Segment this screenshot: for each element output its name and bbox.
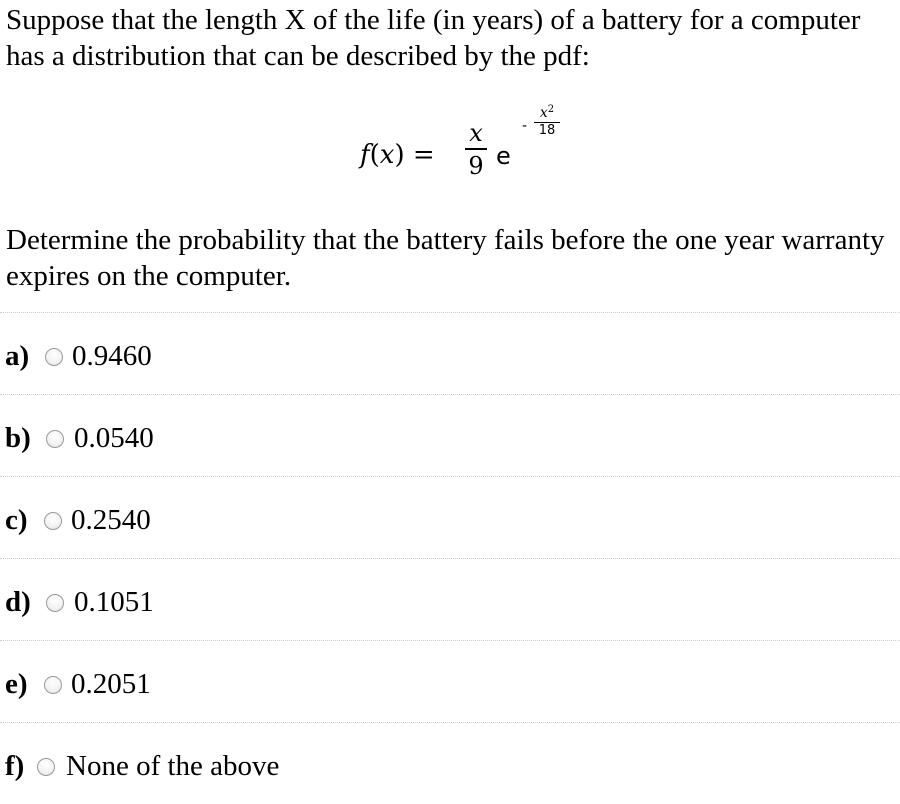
- option-a: [0, 312, 900, 394]
- formula-var: x: [379, 140, 395, 170]
- radio-button[interactable]: [46, 430, 64, 448]
- option-f: [0, 722, 900, 804]
- formula-func: f: [360, 140, 370, 170]
- option-letter: d): [5, 586, 31, 618]
- option-value: 0.9460: [72, 340, 152, 372]
- formula-fraction: [465, 120, 487, 180]
- option-value: 0.1051: [74, 586, 154, 618]
- exponent-var: x: [539, 105, 548, 121]
- radio-button[interactable]: [45, 348, 63, 366]
- exponent-sign: -: [522, 118, 528, 134]
- exponent-power: 2: [547, 104, 555, 115]
- exponent-numerator: [534, 102, 560, 121]
- exponent-denominator: 18: [538, 123, 556, 138]
- option-letter: f): [5, 750, 25, 782]
- formula-lhs: f(x) =: [360, 140, 435, 170]
- option-value: 0.2051: [71, 668, 151, 700]
- option-letter: c): [5, 504, 28, 536]
- option-letter: e): [5, 668, 28, 700]
- option-letter: a): [5, 340, 30, 372]
- option-c: [0, 476, 900, 558]
- radio-button[interactable]: [44, 512, 62, 530]
- option-value: None of the above: [66, 750, 280, 782]
- option-b: [0, 394, 900, 476]
- formula-base-e: e: [496, 142, 511, 170]
- exponent-fraction: [534, 102, 560, 138]
- prompt-text: Determine the probability that the battery fails before the one year warranty expires on the computer.: [6, 224, 885, 292]
- option-value: 0.2540: [71, 504, 151, 536]
- option-letter: b): [5, 422, 31, 454]
- option-e: [0, 640, 900, 722]
- formula-denominator: 9: [468, 151, 484, 180]
- pdf-formula: [360, 100, 600, 192]
- radio-button[interactable]: [37, 758, 55, 776]
- question-text: Suppose that the length X of the life (in years) of a battery for a computer has a distribution that can be described by the pdf:: [6, 4, 861, 72]
- radio-button[interactable]: [46, 594, 64, 612]
- radio-button[interactable]: [44, 676, 62, 694]
- answer-options: [0, 312, 900, 804]
- option-value: 0.0540: [74, 422, 154, 454]
- formula-equals: =: [412, 140, 435, 170]
- formula-numerator: x: [469, 119, 483, 147]
- option-d: [0, 558, 900, 640]
- fraction-bar: [465, 148, 487, 150]
